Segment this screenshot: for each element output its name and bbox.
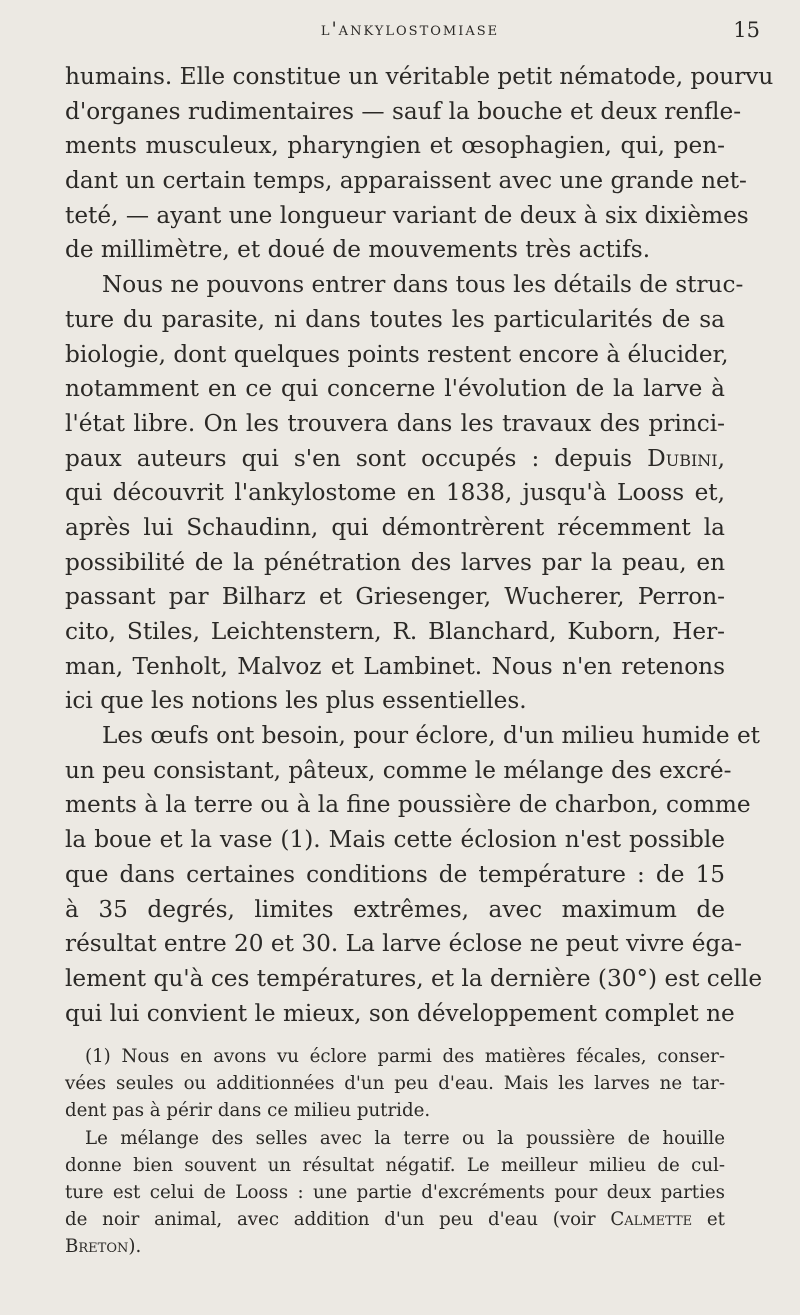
text-line: teté, — ayant une longueur variant de deux à six dixièmes bbox=[65, 201, 749, 229]
text-segment: paux auteurs qui s'en sont occupés : depuis bbox=[65, 444, 648, 472]
text-line: ici que les notions les plus essentielles. bbox=[65, 687, 527, 715]
text-line: ments musculeux, pharyngien et œsophagien, qui, pen- bbox=[65, 132, 725, 160]
text-line: cito, Stiles, Leichtenstern, R. Blanchard, Kuborn, Her- bbox=[65, 618, 725, 645]
text-line: ments à la terre ou à la fine poussière de charbon, comme bbox=[65, 791, 751, 819]
footnote-line: vées seules ou additionnées d'un peu d'eau. Mais les larves ne tar- bbox=[65, 1073, 725, 1095]
footnote-line-with-authors bbox=[65, 1206, 725, 1233]
text-line: résultat entre 20 et 30. La larve éclose ne peut vivre éga- bbox=[65, 930, 742, 958]
page-header bbox=[60, 18, 760, 48]
footnote-line: Le mélange des selles avec la terre ou la poussière de houille bbox=[85, 1127, 725, 1149]
text-line: qui lui convient le mieux, son développement complet ne bbox=[65, 999, 735, 1027]
text-line: de millimètre, et doué de mouvements très actifs. bbox=[65, 236, 651, 264]
body-text bbox=[65, 60, 774, 1031]
text-line: dant un certain temps, apparaissent avec une grande net- bbox=[65, 167, 747, 195]
text-line: ture du parasite, ni dans toutes les particularités de sa bbox=[65, 305, 725, 333]
text-line: notamment en ce qui concerne l'évolution de la larve à bbox=[65, 375, 725, 403]
text-line: biologie, dont quelques points restent encore à élucider, bbox=[65, 340, 729, 368]
page-number: 15 bbox=[733, 18, 760, 42]
footnote-line: dent pas à périr dans ce milieu putride. bbox=[65, 1100, 431, 1122]
footnote-line: (1) Nous en avons vu éclore parmi des matières fécales, conser- bbox=[85, 1046, 725, 1067]
footnote-line: donne bien souvent un résultat négatif. Le meilleur milieu de cul- bbox=[65, 1154, 725, 1176]
text-line: passant par Bilharz et Griesenger, Wucherer, Perron- bbox=[65, 583, 725, 611]
author-name-calmette: Calmette bbox=[610, 1209, 693, 1231]
text-line: après lui Schaudinn, qui démontrèrent récemment la bbox=[65, 513, 725, 541]
text-line: Nous ne pouvons entrer dans tous les détails de struc- bbox=[102, 271, 744, 299]
author-name-breton: Breton). bbox=[65, 1236, 142, 1258]
text-line: que dans certaines conditions de température : de 15 bbox=[65, 860, 725, 888]
text-line: l'état libre. On les trouvera dans les travaux des princi- bbox=[65, 409, 725, 437]
text-line: man, Tenholt, Malvoz et Lambinet. Nous n'en retenons bbox=[65, 652, 725, 680]
author-name-dubini: Dubini, bbox=[647, 444, 725, 472]
text-line: la boue et la vase (1). Mais cette éclosion n'est possible bbox=[65, 826, 725, 854]
text-line: d'organes rudimentaires — sauf la bouche et deux renfle- bbox=[65, 97, 742, 125]
text-line: qui découvrit l'ankylostome en 1838, jusqu'à Looss et, bbox=[65, 479, 725, 507]
text-line: Les œufs ont besoin, pour éclore, d'un milieu humide et bbox=[102, 722, 760, 750]
footnote-segment: et bbox=[692, 1209, 725, 1231]
text-line-with-author bbox=[65, 442, 725, 477]
footnote-segment: de noir animal, avec addition d'un peu d'eau (voir bbox=[65, 1209, 611, 1231]
running-title: l'ankylostomiase bbox=[320, 18, 500, 40]
text-line: un peu consistant, pâteux, comme le mélange des excré- bbox=[65, 756, 732, 784]
text-line: possibilité de la pénétration des larves par la peau, en bbox=[65, 548, 725, 576]
footnotes bbox=[65, 1043, 725, 1261]
text-line: lement qu'à ces températures, et la dernière (30°) est celle bbox=[65, 964, 763, 992]
footnote-line: ture est celui de Looss : une partie d'excréments pour deux parties bbox=[65, 1181, 725, 1203]
text-line: à 35 degrés, limites extrêmes, avec maximum de bbox=[65, 895, 725, 923]
text-line: humains. Elle constitue un véritable petit nématode, pourvu bbox=[65, 63, 774, 90]
